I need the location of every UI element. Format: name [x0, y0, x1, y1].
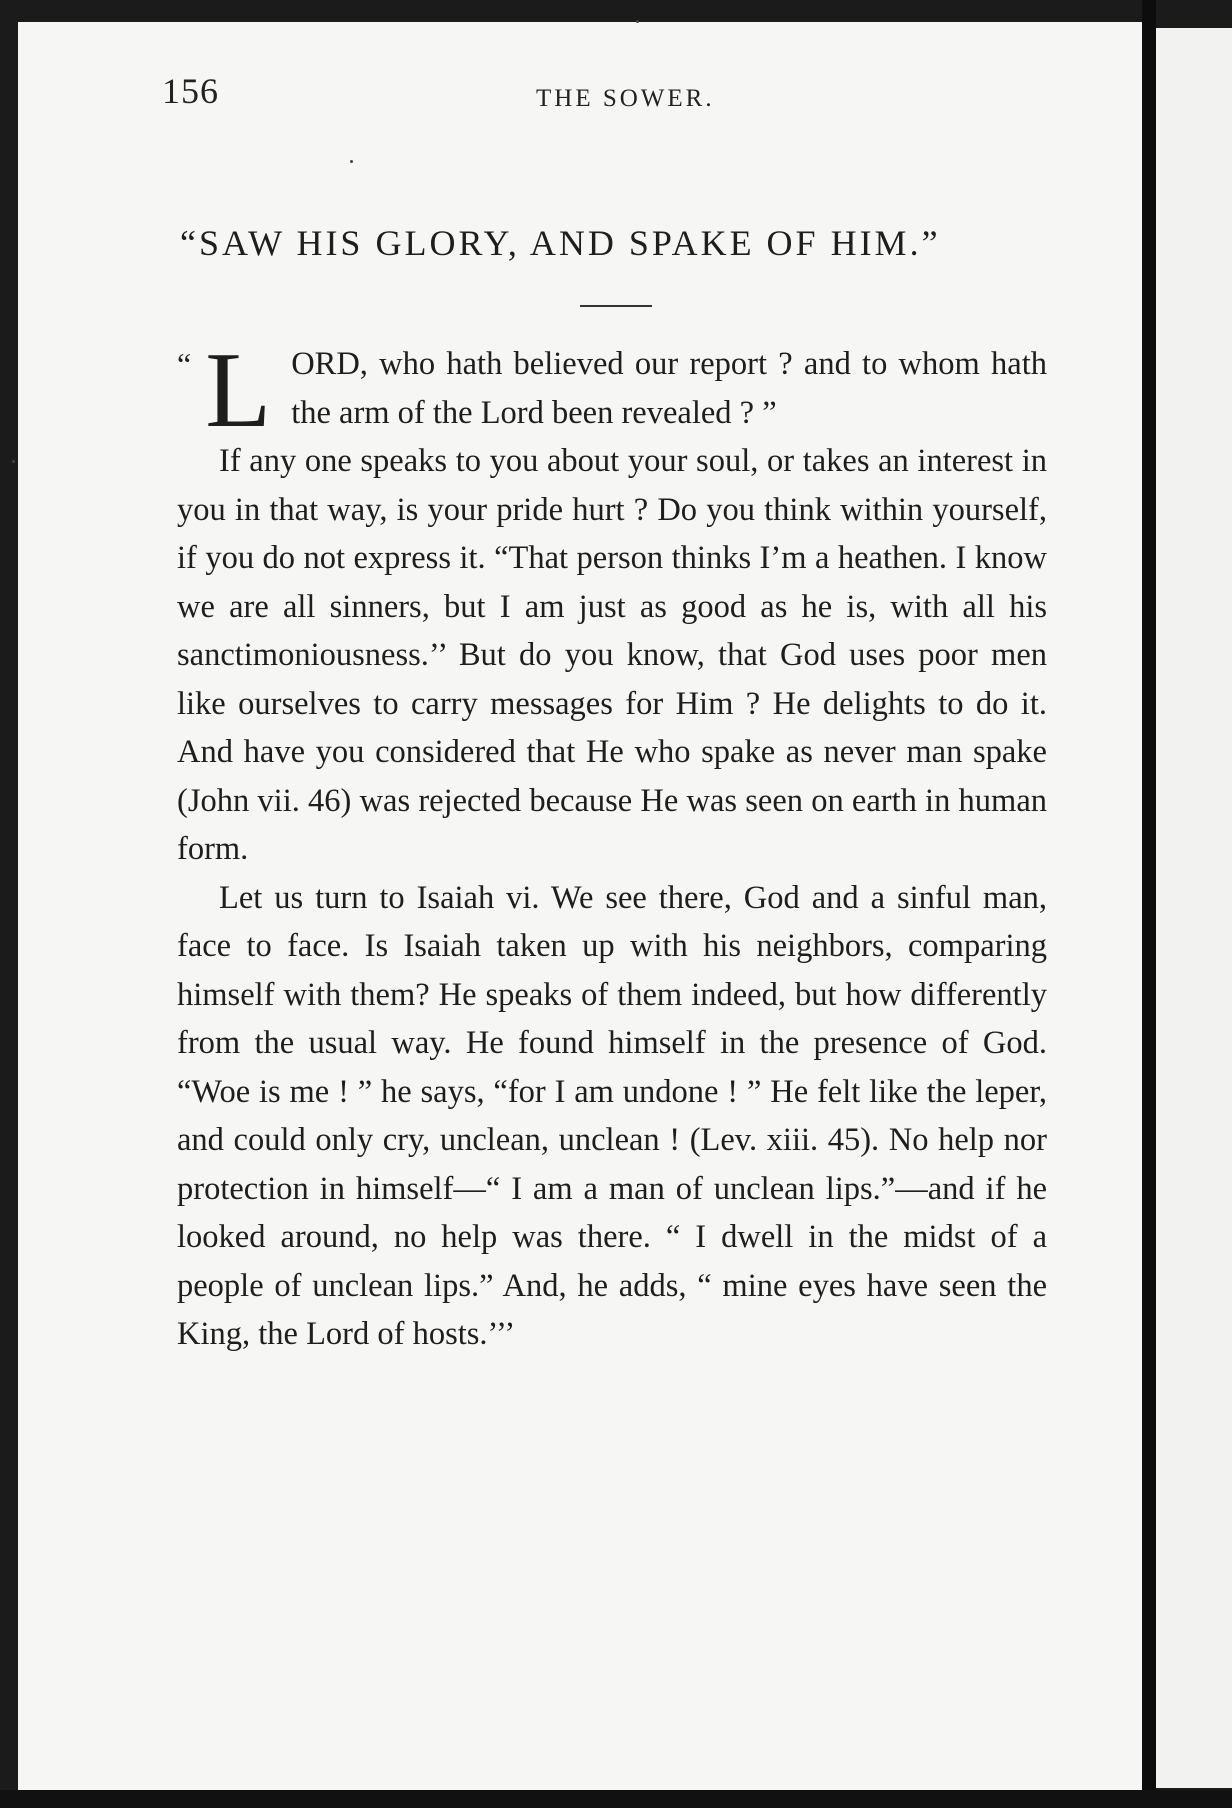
drop-cap: L — [205, 331, 272, 450]
scan-speck — [636, 20, 639, 23]
page-number: 156 — [162, 71, 219, 111]
article-title: “SAW HIS GLORY, AND SPAKE OF HIM.” — [180, 223, 941, 263]
paragraph — [177, 331, 1047, 450]
title-rule — [580, 305, 652, 307]
paragraph: If any one speaks to you about your soul, or takes an interest in you in that way, is your pride hurt ? Do you think within yourself, if you do not express it. “That person thinks I’m a heathen. I know we are all sinners, but I am just as good as he is, with all his sanctimoniousness.’’ But do you know, that God uses poor men like ourselves to carry messages for Him ? He delights to do it. And have you considered that He who spake as never man spake (John vii. 46) was rejected because He was seen on earth in human form. — [177, 443, 1047, 867]
page-gutter — [1142, 0, 1156, 1808]
adjacent-page-edge — [1156, 28, 1232, 1788]
paragraph: Let us turn to Isaiah vi. We see there, God and a sinful man, face to face. Is Isaiah taken up with his neighbors, comparing himself with them? He speaks of them indeed, but how differently from the usual way. He found himself in the presence of God. “Woe is me ! ” he says, “for I am undone ! ” He felt like the leper, and could only cry, unclean, unclean ! (Lev. xiii. 45). No help nor protection in himself—“ I am a man of unclean lips.”—and if he looked around, no help was there. “ I dwell in the midst of a people of unclean lips.” And, he adds, “ mine eyes have seen the King, the Lord of hosts.’’’ — [177, 879, 1047, 1352]
scan-speck — [350, 160, 353, 163]
paragraph-text: ORD, who hath believed our report ? and to whom hath the arm of the Lord been revealed ? ” — [291, 346, 1047, 431]
scan-speck — [12, 460, 15, 463]
running-head: THE SOWER. — [536, 85, 715, 112]
scan-border — [0, 1790, 1232, 1808]
opening-quote: “ — [177, 346, 192, 382]
article-body — [177, 331, 1047, 1359]
